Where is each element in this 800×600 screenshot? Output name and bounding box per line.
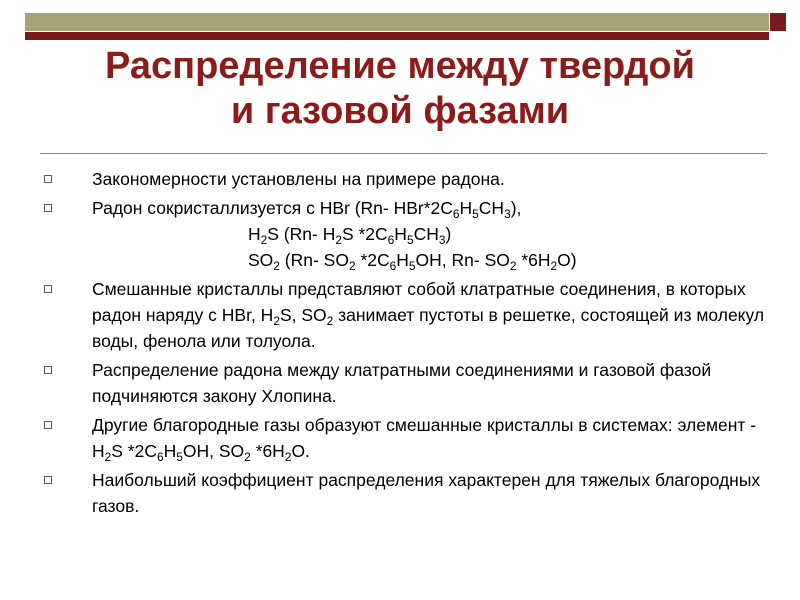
- bullet-list: [40, 166, 770, 519]
- bullet-text: S, SO: [279, 305, 327, 325]
- hollow-square-bullet-icon: [44, 285, 52, 293]
- subscript: 2: [273, 314, 280, 328]
- title-divider: [40, 153, 767, 154]
- bullet-text: S *2C: [111, 441, 157, 461]
- slide-title-line-1: Распределение между твердой: [105, 45, 695, 87]
- bullet-text: H: [248, 224, 261, 244]
- bullet-text: CH: [413, 224, 439, 244]
- bullet-text: Распределение радона между клатратными соединениями и газовой фазой подчиняются закону Хлопина.: [92, 360, 712, 406]
- slide-title: [30, 44, 770, 134]
- subscript: 5: [406, 233, 414, 247]
- bullet-text: O.: [291, 441, 310, 461]
- subscript: 2: [104, 450, 112, 464]
- bullet-text: CH: [478, 198, 505, 218]
- header-accent-line: [25, 32, 769, 40]
- slide-title-line-2: и газовой фазами: [230, 90, 570, 132]
- bullet-text: Закономерности установлены на примере радона.: [92, 169, 505, 189]
- bullet-text: OH, Rn- SO: [415, 250, 510, 270]
- subscript: 2: [326, 314, 334, 328]
- bullet-text: *2C: [355, 250, 390, 270]
- subscript: 5: [408, 259, 416, 273]
- subscript: 6: [389, 259, 397, 273]
- bullet-continuation-line: [40, 221, 770, 247]
- bullet-text: H: [459, 198, 473, 218]
- subscript: 2: [348, 259, 356, 273]
- bullet-text: *6H: [250, 441, 285, 461]
- bullet-item: [40, 276, 770, 354]
- bullet-text: H: [396, 250, 409, 270]
- bullet-item: [40, 195, 770, 221]
- bullet-text: ): [445, 224, 452, 244]
- bullet-text: O): [557, 250, 577, 270]
- bullet-item: [40, 166, 770, 192]
- subscript: 2: [260, 233, 268, 247]
- bullet-text: SO: [248, 250, 274, 270]
- bullet-text: *6H: [516, 250, 551, 270]
- bullet-text: H: [394, 224, 407, 244]
- bullet-item: [40, 412, 770, 464]
- hollow-square-bullet-icon: [44, 366, 52, 374]
- subscript: 6: [156, 450, 164, 464]
- hollow-square-bullet-icon: [44, 175, 52, 183]
- bullet-text: OH, SO: [182, 441, 245, 461]
- bullet-text: H: [163, 441, 177, 461]
- subscript: 2: [244, 450, 251, 464]
- bullet-item: [40, 467, 770, 519]
- bullet-text: занимает пустоты в решетке, состоящей из молекул воды, фенола или толуола.: [92, 305, 765, 351]
- hollow-square-bullet-icon: [44, 204, 52, 212]
- subscript: 2: [550, 259, 558, 273]
- hollow-square-bullet-icon: [44, 421, 52, 429]
- subscript: 5: [176, 450, 183, 464]
- subscript: 6: [387, 233, 395, 247]
- bullet-item: [40, 357, 770, 409]
- bullet-text: (Rn- SO: [279, 250, 349, 270]
- bullet-text: Смешанные кристаллы представляют собой клатратные соединения, в которых радон наряду с HBr, H: [92, 279, 746, 325]
- subscript: 6: [452, 207, 460, 221]
- subscript: 2: [335, 233, 342, 247]
- subscript: 2: [509, 259, 517, 273]
- subscript: 2: [273, 259, 280, 273]
- bullet-text: ),: [510, 198, 522, 218]
- bullet-text: Радон сокристаллизуется с HBr (Rn- HBr*2C: [92, 198, 453, 218]
- header-corner-box: [770, 13, 786, 31]
- subscript: 3: [438, 233, 446, 247]
- bullet-continuation-line: [40, 247, 770, 273]
- subscript: 5: [472, 207, 479, 221]
- bullet-text: Другие благородные газы образуют смешанные кристаллы в системах: элемент - H: [92, 415, 757, 461]
- header-olive-bar: [25, 13, 769, 31]
- bullet-text: S *2C: [341, 224, 388, 244]
- bullet-text: Наибольший коэффициент распределения характерен для тяжелых благородных газов.: [92, 470, 761, 516]
- hollow-square-bullet-icon: [44, 476, 52, 484]
- bullet-text: S (Rn- H: [267, 224, 336, 244]
- subscript: 3: [504, 207, 511, 221]
- subscript: 2: [284, 450, 292, 464]
